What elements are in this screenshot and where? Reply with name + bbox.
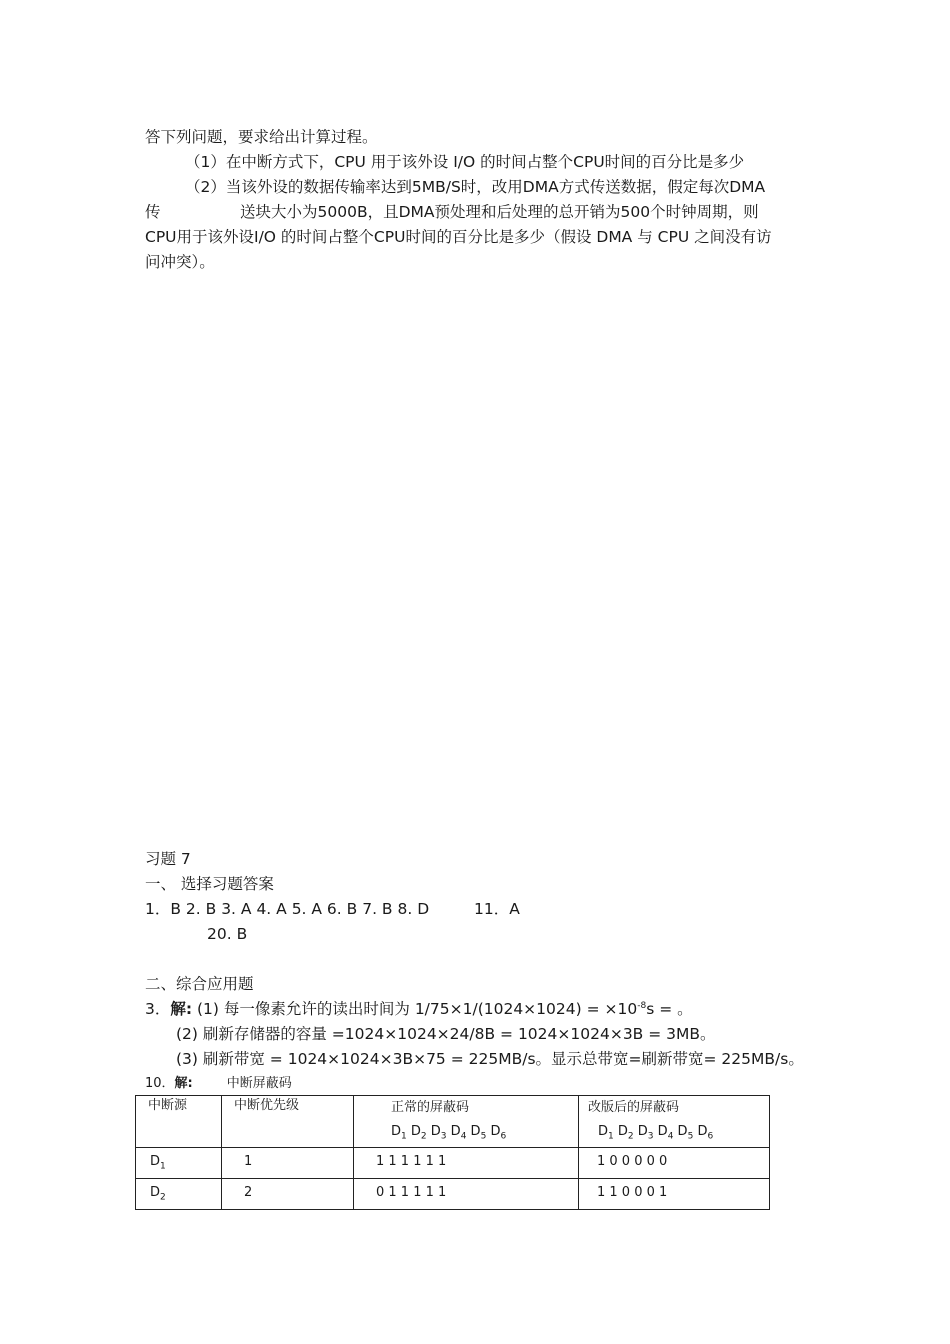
problem-3-line-1 — [145, 999, 693, 1019]
answers-line-2: 20. B — [207, 925, 248, 943]
chapter-title: 习题 7 — [145, 850, 191, 868]
cell-priority: 1 — [222, 1148, 354, 1179]
section-2-heading: 二、综合应用题 — [145, 975, 254, 993]
cell-source: $D_1$ — [136, 1148, 222, 1179]
problem-3-number: 3． — [145, 1000, 171, 1018]
intro-line: 答下列问题，要求给出计算过程。 — [145, 128, 378, 146]
bits-label: $D_1$ $D_2$ $D_3$ $D_4$ $D_5$ $D_6$ — [391, 1124, 507, 1142]
header-normal-mask: 正常的屏蔽码 $D_1$ $D_2$ $D_3$ $D_4$ $D_5$ $D_6$ — [354, 1096, 579, 1148]
question-1: （1）在中断方式下，CPU 用于该外设 I/O 的时间占整个CPU时间的百分比是多少 — [185, 153, 745, 171]
problem-10-number: 10． — [145, 1076, 175, 1091]
table-row — [136, 1148, 770, 1179]
problem-3-part-3: (3) 刷新带宽 = 1024×1024×3B×75 = 225MB/s。显示总带宽=刷新带宽= 225MB/s。 — [176, 1050, 804, 1068]
question-2-line-a: （2）当该外设的数据传输率达到5MB/S时，改用DMA方式传送数据，假定每次DMA — [185, 178, 766, 196]
problem-10-title: 中断屏蔽码 — [226, 1076, 292, 1091]
problem-10-label: 解: — [174, 1076, 193, 1091]
cell-modified-mask: 1 0 0 0 0 0 — [579, 1148, 770, 1179]
header-source: 中断源 — [136, 1096, 222, 1148]
table-row — [136, 1179, 770, 1210]
cell-priority: 2 — [222, 1179, 354, 1210]
header-modified-mask: 改版后的屏蔽码 $D_1$ $D_2$ $D_3$ $D_4$ $D_5$ $D_6$ — [579, 1096, 770, 1148]
bits-label: $D_1$ $D_2$ $D_3$ $D_4$ $D_5$ $D_6$ — [598, 1124, 714, 1142]
cell-normal-mask: 1 1 1 1 1 1 — [354, 1148, 579, 1179]
problem-10-line — [145, 1074, 292, 1094]
interrupt-mask-table — [135, 1095, 770, 1210]
answers-line-1: 1．B 2. B 3. A 4. A 5. A 6. B 7. B 8. D — [145, 900, 430, 918]
cell-modified-mask: 1 1 0 0 0 1 — [579, 1179, 770, 1210]
table-header-row — [136, 1096, 770, 1148]
exponent: -8 — [637, 1000, 647, 1011]
problem-3-part-1-end: s = 。 — [646, 1000, 693, 1018]
problem-3-part-1: (1) 每一像素允许的读出时间为 1/75×1/(1024×1024) = ×10 — [192, 1000, 638, 1018]
question-2-line-d: 问冲突）。 — [145, 253, 215, 271]
question-2-line-c: CPU用于该外设I/O 的时间占整个CPU时间的百分比是多少（假设 DMA 与 CPU 之间没有访 — [145, 228, 772, 246]
answers-line-1b: 11．A — [474, 900, 520, 918]
problem-3-label: 解: — [170, 1000, 193, 1018]
problem-3-part-2: (2) 刷新存储器的容量 =1024×1024×24/8B = 1024×1024×3B = 3MB。 — [176, 1025, 716, 1043]
question-2-line-b-right: 送块大小为5000B，且DMA预处理和后处理的总开销为500个时钟周期，则 — [240, 203, 759, 221]
question-2-line-b-left: 传 — [145, 203, 161, 221]
cell-normal-mask: 0 1 1 1 1 1 — [354, 1179, 579, 1210]
cell-source: $D_2$ — [136, 1179, 222, 1210]
section-1-heading: 一、 选择习题答案 — [145, 875, 274, 893]
header-priority: 中断优先级 — [222, 1096, 354, 1148]
